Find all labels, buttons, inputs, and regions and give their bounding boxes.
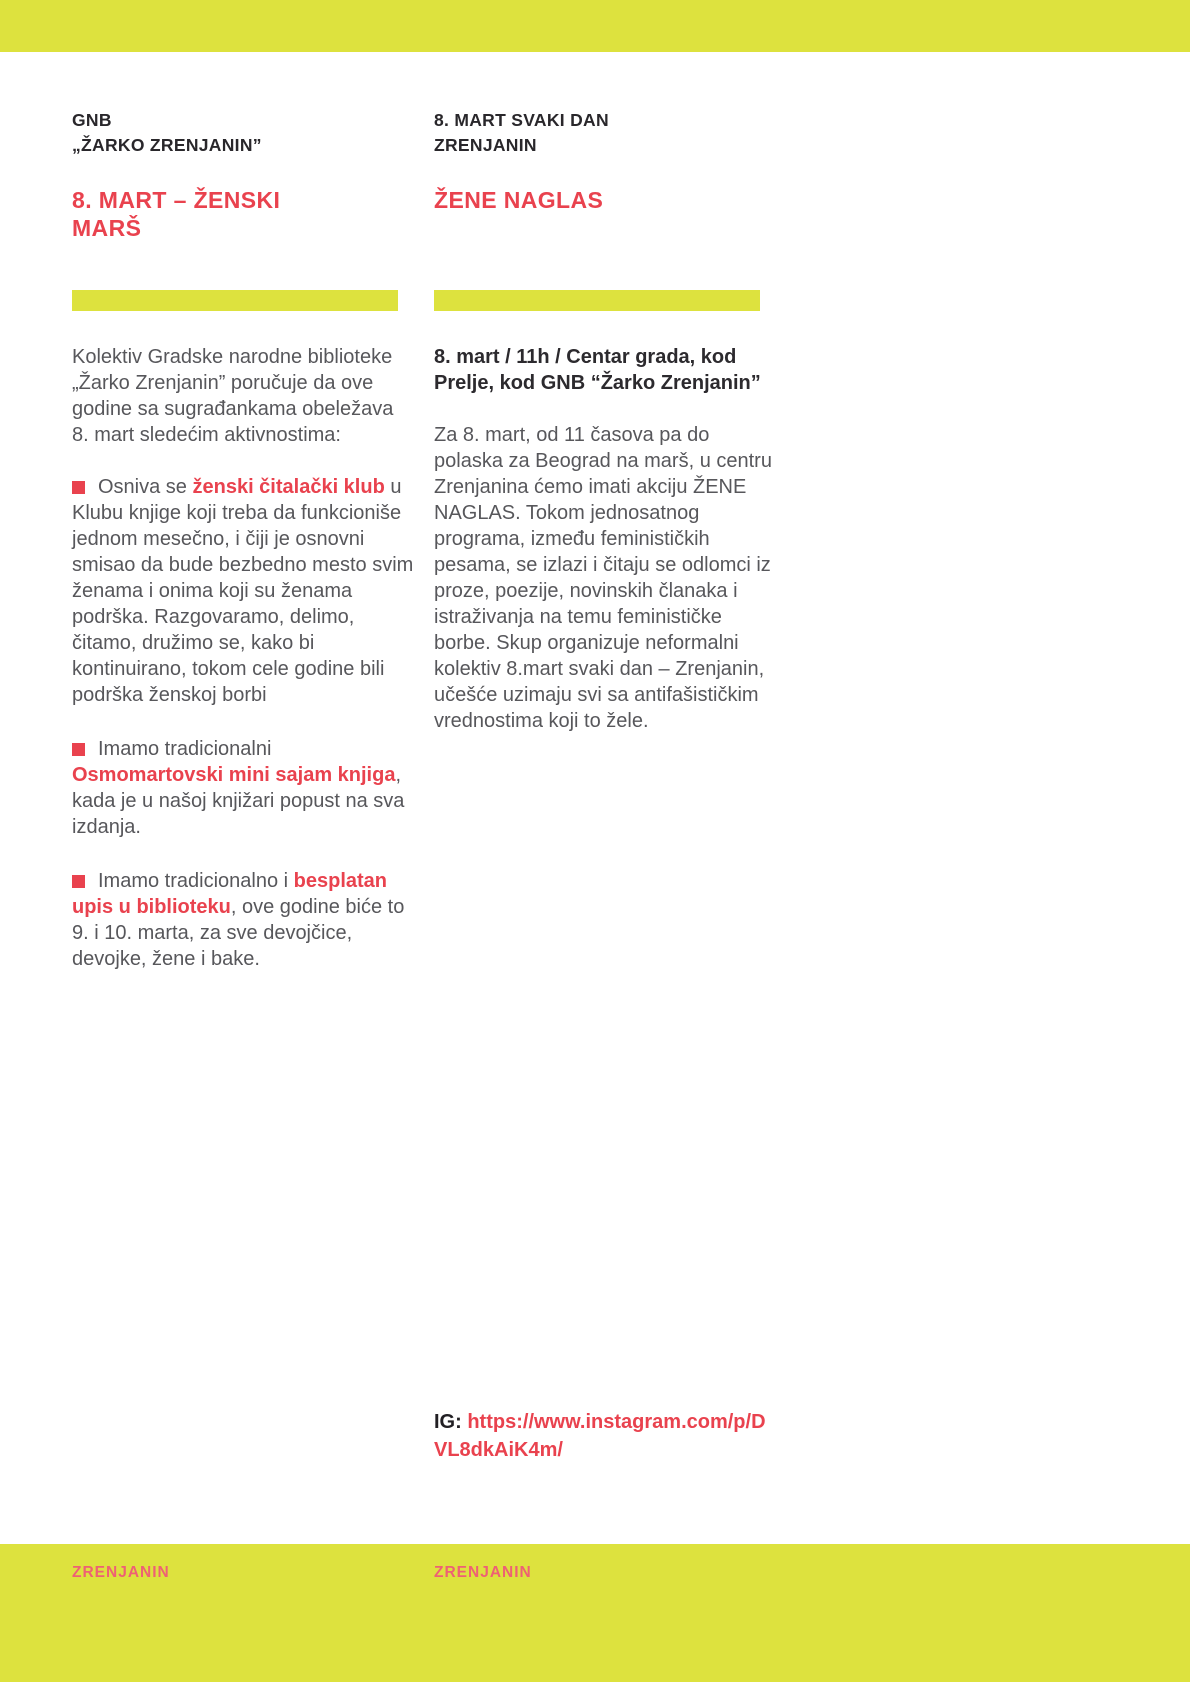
bullet-text: , ove godine biće to 9. i 10. marta, za sve devojčice, devojke, žene i bake. [72,896,405,970]
bullet-square-icon [72,481,85,494]
bottom-accent-band [0,1544,1190,1682]
top-accent-band [0,0,1190,52]
instagram-link[interactable]: https://www.instagram.com/p/DVL8dkAiK4m/ [434,1411,766,1461]
bullet-square-icon [72,875,85,888]
right-accent-bar [434,290,760,311]
footer-label-left: ZRENJANIN [72,1564,170,1581]
right-kicker [434,108,774,158]
lead-paragraph: 8. mart / 11h / Centar grada, kod Prelje, kod GNB “Žarko Zrenjanin” [434,346,761,394]
bullet-text: Osniva se [98,476,193,498]
bullet-list [72,474,414,972]
intro-paragraph: Kolektiv Gradske narodne biblioteke „Žarko Zrenjanin” poručuje da ove godine sa sugrađankama obeležava 8. mart sledećim aktivnostima: [72,346,394,446]
left-kicker [72,108,412,158]
bullet-item [72,474,414,708]
bullet-text: u Klubu knjige koji treba da funkcioniše jednom mesečno, i čiji je osnovni smisao da bude bezbedno mesto svim ženama i onima koji su ženama podrška. Razgovaramo, delimo, čitamo, družimo se, kako bi kontinuirano, tokom cele godine bili podrška ženskoj borbi [72,476,414,706]
right-kicker-line1: 8. MART SVAKI DAN [434,110,609,130]
bullet-text: Imamo tradicionalni [98,738,272,760]
body-paragraph: Za 8. mart, od 11 časova pa do polaska za Beograd na marš, u centru Zrenjanina ćemo imati akciju ŽENE NAGLAS. Tokom jednosatnog programa, između feminističkih pesama, se izlazi i čitaju se odlomci iz proze, poezije, novinskih članaka i istraživanja na temu feminističke borbe. Skup organizuje neformalni kolektiv 8.mart svaki dan – Zrenjanin, učešće uzimaju svi sa antifašističkim vrednostima koji to žele. [434,424,772,732]
instagram-block [434,1408,776,1464]
left-content [72,344,414,1000]
bullet-highlight-text: ženski čitalački klub [192,476,385,498]
left-kicker-line1: GNB [72,110,112,130]
bullet-item [72,736,414,840]
left-accent-bar [72,290,398,311]
bullet-text: Imamo tradicionalno i [98,870,294,892]
left-title: 8. MART – ŽENSKI MARŠ [72,187,281,241]
bullet-square-icon [72,743,85,756]
right-title: ŽENE NAGLAS [434,187,604,213]
left-kicker-line2: „ŽARKO ZRENJANIN” [72,135,262,155]
right-kicker-line2: ZRENJANIN [434,135,537,155]
right-content [434,344,776,760]
instagram-label: IG: [434,1411,462,1433]
footer-label-right: ZRENJANIN [434,1564,532,1581]
bullet-highlight-text: besplatan upis u biblioteku [72,870,388,918]
bullet-item [72,868,414,972]
bullet-text: , kada je u našoj knjižari popust na sva izdanja. [72,764,405,838]
bullet-highlight-text: Osmomartovski mini sajam knjiga [72,764,396,786]
